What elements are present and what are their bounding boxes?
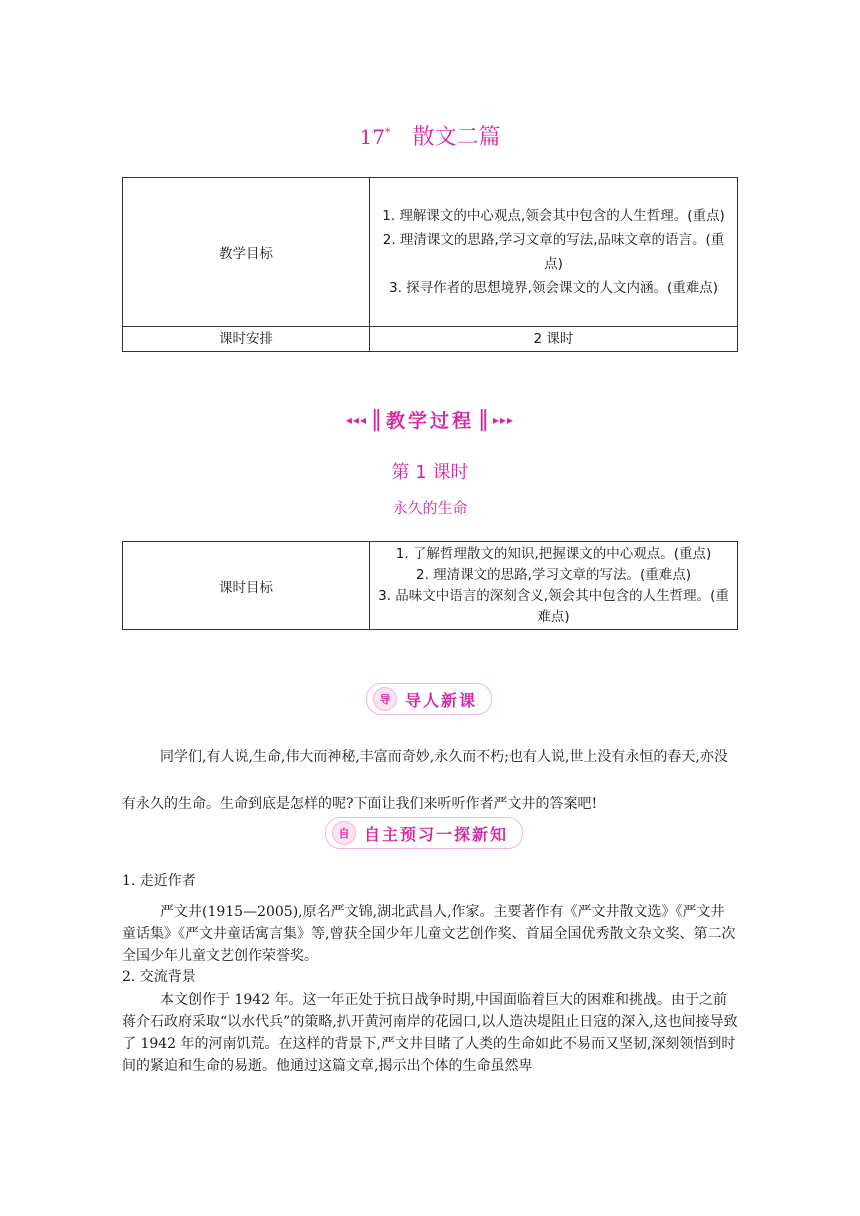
left-bracket-icon: ‖: [370, 407, 382, 432]
objectives-label: 教学目标: [123, 178, 370, 327]
objective-item: 2. 理清课文的思路,学习文章的写法,品味文章的语言。(重点): [382, 232, 725, 272]
table-row: [123, 327, 738, 352]
objective-item: 2. 理清课文的思路,学习文章的写法。(重难点): [416, 566, 691, 583]
right-bracket-icon: ‖: [478, 407, 489, 432]
table-row: [123, 178, 738, 327]
book-icon: 自: [332, 821, 356, 845]
period-title: 第 1 课时: [391, 462, 469, 483]
author-paragraph: 严文井(1915—2005),原名严文锦,湖北武昌人,作家。主要著作有《严文井散文选》《严文井童话集》《严文井童话寓言集》等,曾获全国少年儿童文艺创作奖、首届全国优秀散文杂文奖、第二次全国少年儿童文艺创作荣誉奖。: [122, 904, 736, 964]
objective-item: 3. 探寻作者的思想境界,领会课文的人文内涵。(重难点): [389, 280, 718, 296]
banner-title: 教学过程: [385, 410, 474, 432]
section-title: 自主预习一探新知: [364, 824, 509, 844]
preview-section-header: [325, 817, 523, 849]
background-paragraph: 本文创作于 1942 年。这一年正处于抗日战争时期,中国面临着巨大的困难和挑战。由于之前蒋介石政府采取“以水代兵”的策略,扒开黄河南岸的花园口,以人造决堤阻止日寇的深入,这也间接导致了 1942 年的河南饥荒。在这样的背景下,严文井目睹了人类的生命如此不易而又坚韧,深刻领悟到时间的紧迫和生命的易逝。他通过这篇文章,揭示出个体的生命虽然卑: [122, 992, 738, 1074]
schedule-label: 课时安排: [123, 327, 370, 352]
optional-mark: *: [384, 125, 391, 139]
right-arrows-icon: ▸▸▸: [493, 412, 515, 427]
schedule-value: 2 课时: [370, 327, 738, 352]
left-arrows-icon: ◂◂◂: [345, 412, 367, 427]
section-title: 导人新课: [405, 690, 478, 710]
lesson-heading: [0, 120, 860, 151]
text-subtitle: 永久的生命: [392, 499, 468, 517]
teaching-objectives-table: [122, 177, 738, 352]
author-heading: 1. 走近作者: [122, 873, 196, 889]
book-icon: 导: [373, 687, 397, 711]
period-objectives-label: 课时目标: [123, 542, 370, 630]
intro-section-header: [366, 683, 492, 715]
period-objectives-content: [370, 542, 738, 630]
lesson-number: 17: [359, 125, 385, 149]
background-heading: 2. 交流背景: [122, 969, 196, 985]
objectives-content: [370, 178, 738, 327]
teaching-process-banner: [0, 406, 860, 433]
objective-item: 1. 了解哲理散文的知识,把握课文的中心观点。(重点): [395, 545, 712, 562]
objective-item: 1. 理解课文的中心观点,领会其中包含的人生哲理。(重点): [382, 208, 725, 224]
table-row: [123, 542, 738, 630]
lesson-title: 散文二篇: [412, 125, 501, 150]
objective-item: 3. 品味文中语言的深刻含义,领会其中包含的人生哲理。(重难点): [378, 587, 729, 625]
intro-paragraph: 同学们,有人说,生命,伟大而神秘,丰富而奇妙,永久而不朽;也有人说,世上没有永恒的春天,亦没有永久的生命。生命到底是怎样的呢?下面让我们来听听作者严文井的答案吧!: [122, 749, 728, 812]
period-objectives-table: [122, 541, 738, 630]
